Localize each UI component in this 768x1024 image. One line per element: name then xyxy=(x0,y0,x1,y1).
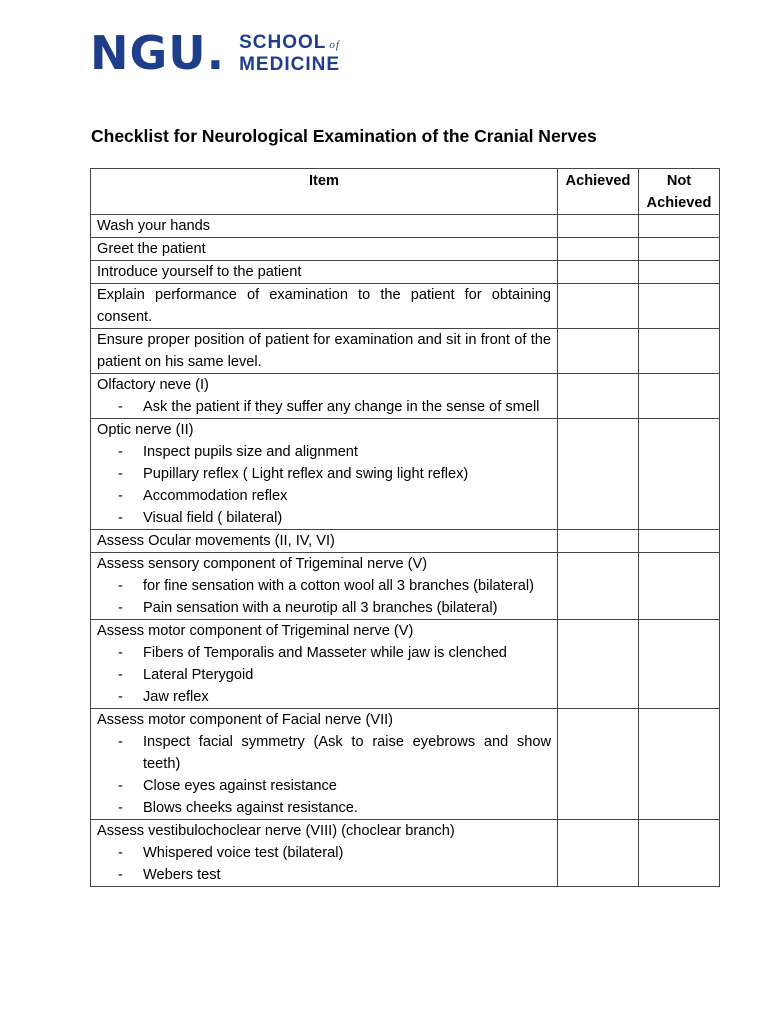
table-row xyxy=(91,530,720,553)
sub-item: - Blows cheeks against resistance. xyxy=(97,797,551,819)
checklist-table xyxy=(90,168,720,887)
item-cell xyxy=(91,329,558,374)
achieved-cell[interactable] xyxy=(558,374,639,419)
table-row xyxy=(91,419,720,530)
sub-item: - Close eyes against resistance xyxy=(97,775,551,797)
sub-item: - Ask the patient if they suffer any change in the sense of smell xyxy=(97,396,551,418)
item-cell xyxy=(91,419,558,530)
logo-school-word: SCHOOL xyxy=(239,31,327,53)
table-row xyxy=(91,820,720,887)
sub-item: - Jaw reflex xyxy=(97,686,551,708)
sub-item-list xyxy=(97,441,551,529)
table-row xyxy=(91,238,720,261)
not-achieved-cell[interactable] xyxy=(639,820,720,887)
achieved-cell[interactable] xyxy=(558,261,639,284)
item-cell xyxy=(91,820,558,887)
achieved-cell[interactable] xyxy=(558,820,639,887)
sub-item-list xyxy=(97,731,551,819)
sub-item: - Lateral Pterygoid xyxy=(97,664,551,686)
item-cell xyxy=(91,261,558,284)
header-achieved: Achieved xyxy=(558,169,639,215)
sub-item: - Inspect pupils size and alignment xyxy=(97,441,551,463)
sub-item: - Webers test xyxy=(97,864,551,886)
not-achieved-cell[interactable] xyxy=(639,419,720,530)
item-cell xyxy=(91,530,558,553)
not-achieved-cell[interactable] xyxy=(639,261,720,284)
item-text: Explain performance of examination to the patient for obtaining consent. xyxy=(97,287,551,325)
item-text: Assess Ocular movements (II, IV, VI) xyxy=(97,533,335,549)
not-achieved-cell[interactable] xyxy=(639,530,720,553)
logo-school-name xyxy=(239,33,340,74)
item-text: Assess vestibulochoclear nerve (VIII) (choclear branch) xyxy=(97,823,455,839)
header-not-achieved: Not Achieved xyxy=(639,169,720,215)
sub-item: - Fibers of Temporalis and Masseter while jaw is clenched xyxy=(97,642,551,664)
achieved-cell[interactable] xyxy=(558,215,639,238)
checklist-rows xyxy=(91,215,720,887)
header-item: Item xyxy=(91,169,558,215)
table-row xyxy=(91,620,720,709)
logo-mark: NGU. xyxy=(90,26,226,80)
table-row xyxy=(91,374,720,419)
achieved-cell[interactable] xyxy=(558,238,639,261)
achieved-cell[interactable] xyxy=(558,419,639,530)
sub-item: - Accommodation reflex xyxy=(97,485,551,507)
sub-item-list xyxy=(97,642,551,708)
logo-of-word: of xyxy=(329,38,340,51)
item-text: Greet the patient xyxy=(97,241,206,257)
achieved-cell[interactable] xyxy=(558,553,639,620)
item-text: Assess motor component of Facial nerve (VII) xyxy=(97,712,394,728)
sub-item-list xyxy=(97,575,551,619)
document-title: Checklist for Neurological Examination of the Cranial Nerves xyxy=(91,126,597,146)
sub-item-list xyxy=(97,396,551,418)
item-cell xyxy=(91,238,558,261)
item-cell xyxy=(91,553,558,620)
achieved-cell[interactable] xyxy=(558,709,639,820)
table-row xyxy=(91,284,720,329)
item-text: Introduce yourself to the patient xyxy=(97,264,302,280)
achieved-cell[interactable] xyxy=(558,329,639,374)
item-cell xyxy=(91,374,558,419)
not-achieved-cell[interactable] xyxy=(639,329,720,374)
sub-item: - Pupillary reflex ( Light reflex and swing light reflex) xyxy=(97,463,551,485)
item-cell xyxy=(91,215,558,238)
achieved-cell[interactable] xyxy=(558,530,639,553)
sub-item: - Whispered voice test (bilateral) xyxy=(97,842,551,864)
achieved-cell[interactable] xyxy=(558,284,639,329)
table-row xyxy=(91,261,720,284)
item-cell xyxy=(91,284,558,329)
item-cell xyxy=(91,620,558,709)
item-text: Ensure proper position of patient for examination and sit in front of the patient on his same level. xyxy=(97,332,551,370)
item-text: Assess motor component of Trigeminal nerve (V) xyxy=(97,623,414,639)
not-achieved-cell[interactable] xyxy=(639,374,720,419)
table-header-row xyxy=(91,169,720,215)
not-achieved-cell[interactable] xyxy=(639,553,720,620)
logo-medicine-word: MEDICINE xyxy=(239,53,340,75)
table-row xyxy=(91,215,720,238)
not-achieved-cell[interactable] xyxy=(639,709,720,820)
achieved-cell[interactable] xyxy=(558,620,639,709)
sub-item: - Visual field ( bilateral) xyxy=(97,507,551,529)
item-text: Optic nerve (II) xyxy=(97,422,194,438)
ngu-logo xyxy=(90,26,340,80)
not-achieved-cell[interactable] xyxy=(639,620,720,709)
item-text: Olfactory neve (I) xyxy=(97,377,209,393)
item-text: Assess sensory component of Trigeminal nerve (V) xyxy=(97,556,428,572)
not-achieved-cell[interactable] xyxy=(639,238,720,261)
table-row xyxy=(91,709,720,820)
sub-item-list xyxy=(97,842,551,886)
sub-item: - for fine sensation with a cotton wool all 3 branches (bilateral) xyxy=(97,575,551,597)
item-text: Wash your hands xyxy=(97,218,211,234)
item-cell xyxy=(91,709,558,820)
sub-item: - Inspect facial symmetry (Ask to raise eyebrows and show teeth) xyxy=(97,731,551,775)
not-achieved-cell[interactable] xyxy=(639,215,720,238)
sub-item: - Pain sensation with a neurotip all 3 branches (bilateral) xyxy=(97,597,551,619)
not-achieved-cell[interactable] xyxy=(639,284,720,329)
table-row xyxy=(91,329,720,374)
table-row xyxy=(91,553,720,620)
